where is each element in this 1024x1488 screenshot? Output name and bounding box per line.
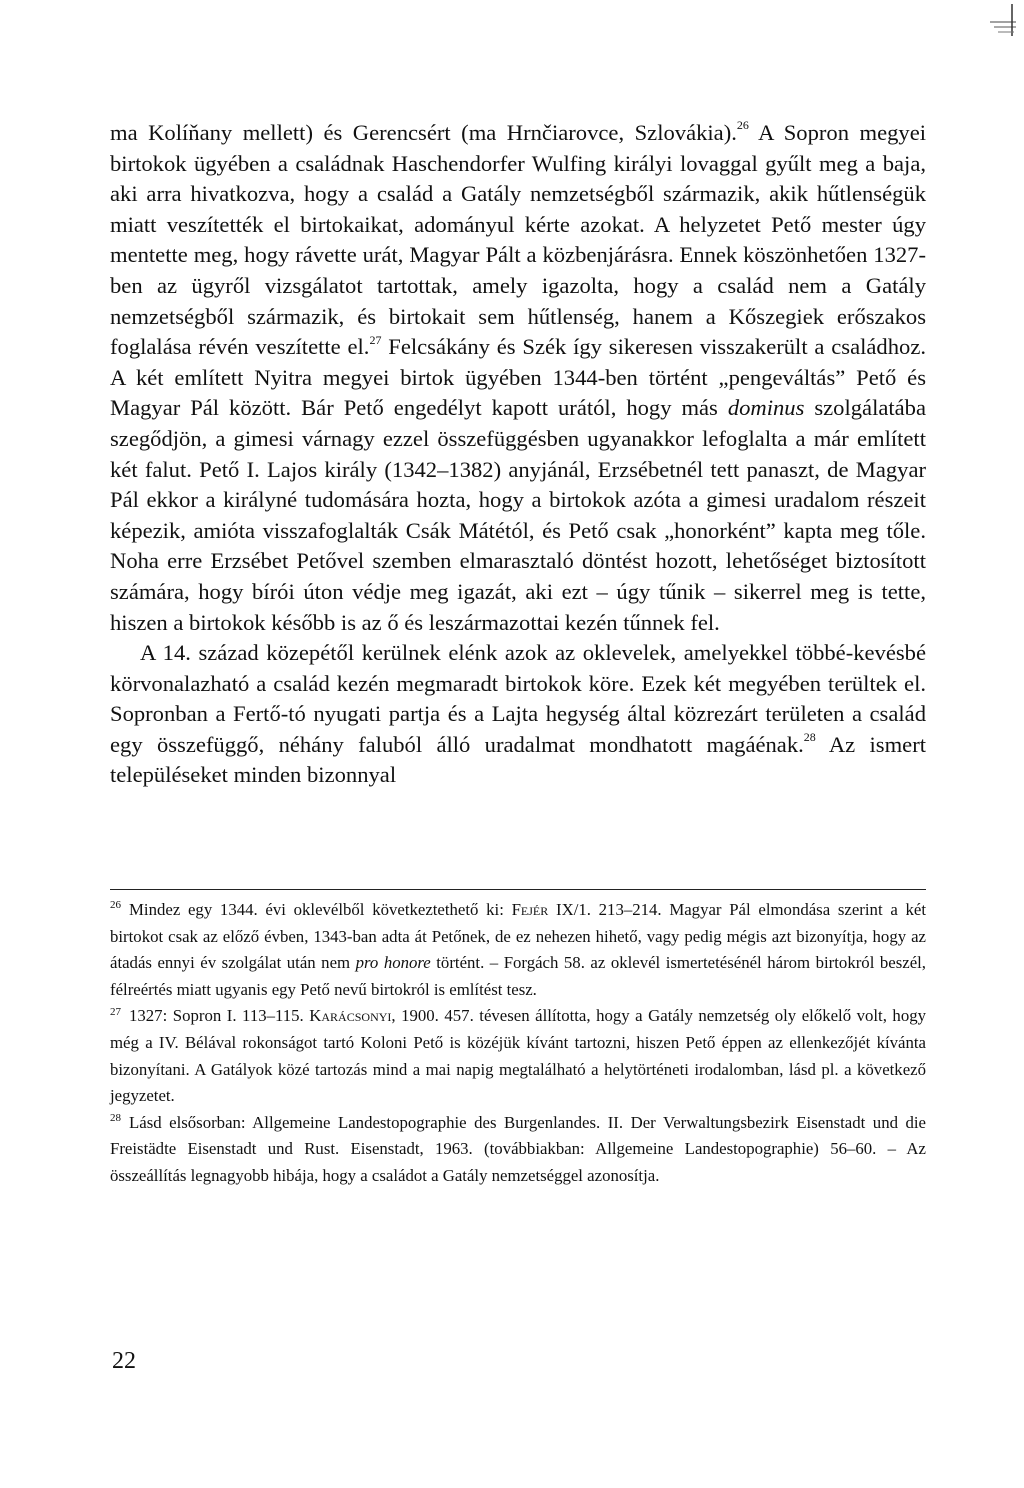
italic-term: dominus: [727, 395, 805, 421]
paragraph-1: ma Kolíňany mellett) és Gerencsért (ma Hrnčiarovce, Szlovákia).$^{26}$ A Sopron megyei birtokok ügyében a családnak Haschendorfer Wulfing királyi lovaggal gyűlt meg a baja, aki arra hivatkozva, hogy a család a Gatály nemzetségből származik, akik hűtlenségük miatt veszítették el birtokaikat, adományul kérte azokat. A helyzetet Pető mester úgy mentette meg, hogy rávette urát, Magyar Pált a közbenjárásra. Ennek köszönhetően 1327-ben az ügyről vizsgálatot tartottak, amely igazolta, hogy a család nem a Gatály nemzetségből származik, és birtokait sem hűtlenség, hanem a Kőszegiek erőszakos foglalása révén veszítette el.$^{27}$ Felcsákány és Szék így sikeresen visszakerült a családhoz. A két említett Nyitra megyei birtok ügyében 1344-ben történt „pengeváltás” Pető és Magyar Pál között. Bár Pető engedélyt kapott urától, hogy más dominus szolgálatába szegődjön, a gimesi várnagy ezzel összefüggésben ugyanakkor lefoglalta a már említett két falut. Pető I. Lajos király (1342–1382) anyjánál, Erzsébetnél tett panaszt, de Magyar Pál ekkor a királyné tudomására hozta, hogy a birtokok azóta a gimesi uradalom részeit képezik, amióta visszafoglalták Csák Mátétól, és Pető csak „honorként” kapta meg tőle. Noha erre Erzsébet Petővel szemben elmarasztaló döntést hozott, lehetőséget biztosított számára, hogy bírói úton védje meg igazát, aki ezt – úgy tűnik – sikerrel meg is tette, hiszen a birtokok később is az ő és leszármazottai kezén tűnnek fel.: [110, 118, 927, 635]
page-number: 22: [112, 1348, 136, 1374]
main-text: [110, 118, 926, 791]
scan-corner-mark: [986, 0, 1020, 40]
footnotes: [110, 897, 926, 1190]
footnote-separator: [110, 889, 926, 890]
footnote-27: $^{27}$ 1327: Sopron I. 113–115. Karácsonyi, 1900. 457. tévesen állította, hogy a Gatály nemzetség oly előkelő volt, hogy még a IV. Bélával rokonságot tartó Koloni Pető is közéjük kívánt tartozni, hiszen Pető éppen az ellenkezőjét kívánta bizonyítani. A Gatályok közé tartozás mind a mai napig megtalálható a helytörténeti irodalomban, lásd pl. a következő jegyzetet.: [110, 1005, 926, 1106]
footnote-26: $^{26}$ Mindez egy 1344. évi oklevélből következtethető ki: Fejér IX/1. 213–214. Magyar Pál elmondása szerint a két birtokot csak az előző évben, 1343-ban adta át Petőnek, de ez nehezen hihető, vagy pedig mégis azt bizonyítja, hogy az átadás ennyi év szolgálat után nem pro honore történt. – Forgách 58. az oklevél ismertetésénél három birtokról beszél, félreértés miatt ugyanis egy Pető nevű birtokról is említést tesz.: [110, 899, 926, 999]
footnote-ref-26[interactable]: 26: [736, 118, 749, 133]
footnote-28: $^{28}$ Lásd elsősorban: Allgemeine Landestopographie des Burgenlandes. II. Der Verwaltungsbezirk Eisenstadt und die Freistädte Eisenstadt und Rust. Eisenstadt, 1963. (továbbiakban: Allgemeine Landestopographie) 56–60. – Az összeállítás legnagyobb hibája, hogy a családot a Gatály nemzetséggel azonosítja.: [110, 1112, 926, 1185]
footnote-ref-27[interactable]: 27: [369, 332, 382, 347]
footnote-ref-28[interactable]: 28: [803, 730, 816, 745]
paragraph-2: A 14. század közepétől kerülnek elénk azok az oklevelek, amelyekkel többé-kevésbé körvonalazható a család kezén megmaradt birtokok köre. Ezek két megyében terültek el. Sopronban a Fertő-tó nyugati partja és a Lajta hegység által közrezárt területen a család egy összefüggő, néhány faluból álló uradalmat mondhatott magáénak.$^{28}$ Az ismert településeket minden bizonnyal: [110, 640, 926, 788]
